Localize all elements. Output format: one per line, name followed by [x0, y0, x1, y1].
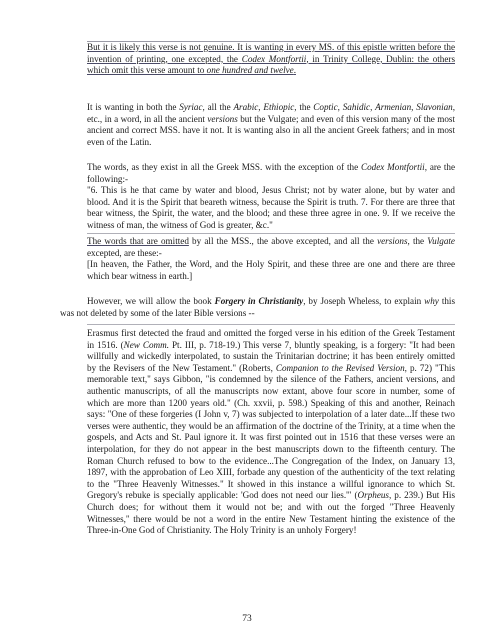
codex-title: Codex Montfortii [361, 162, 425, 172]
text-run: , [370, 102, 376, 112]
text-run: However, we will allow the book [87, 296, 215, 306]
emphasis-why: why [424, 296, 439, 306]
version-ethiopic: Ethiopic [263, 102, 295, 112]
text-run: It is wanting in both the [87, 102, 180, 112]
citation-orpheus: Orpheus [357, 490, 389, 501]
text-run: , etc., in a word, in all the ancient [87, 102, 456, 124]
paragraph-wheless-intro [60, 296, 455, 319]
text-run: But it is likely this verse is not genuine. It is wanting in every MS. of this epistle written before the invention of printing, one excepted, the [87, 42, 455, 64]
text-run: Pt. III, p. 718-19.) This verse 7, bluntly speaking, is a forgery: "It had been willfully and wickedly interpolated, to sustain the Trinitarian doctrine; it has been entirely omitted by the Revisers of the New Testament." (Roberts, [87, 339, 455, 373]
text-run: . [293, 65, 296, 76]
text-run: excepted, are these:- [87, 247, 162, 258]
text-run: Erasmus first detected the fraud and omitted the forged verse in his edition of the Greek Testament in 1516. ( [87, 328, 455, 350]
emphasis-versions: versions [207, 113, 238, 124]
citation-new-comm: New Comm. [123, 339, 169, 350]
text-run: , all the [202, 102, 234, 112]
separator-rule [87, 324, 455, 325]
text-run: The words, as they exist in all the Greek MSS. with the exception of the [87, 162, 362, 172]
version-sahidic: Sahidic [342, 102, 371, 112]
text-run: , are the following:- [87, 162, 455, 184]
text-run: this was not deleted by some of the later Bible versions -- [60, 296, 455, 318]
version-armenian: Armenian [375, 102, 412, 112]
emphasis-versions: versions [377, 236, 408, 246]
paragraph-erasmus-quote [87, 328, 455, 537]
text-run: , [337, 102, 343, 112]
emphasis-count: one hundred and twelve [206, 65, 294, 76]
underlined-passage [87, 42, 455, 75]
paragraph-ancient-versions [87, 102, 455, 148]
version-arabic: Arabic [233, 102, 259, 112]
paragraph-omitted-words [87, 236, 455, 282]
text-run: , by Joseph Wheless, to explain [303, 296, 425, 306]
scripture-quote: "6. This is he that came by water and blood, Jesus Christ; not by water alone, but by water and blood. And it is the Spirit that beareth witness, because the Spirit is truth. 7. For there are three that bear witness, the Spirit, the water, and the blood; and these three agree in one. 9. If we receive the witness of man, the witness of God is greater, &c." [87, 185, 455, 230]
text-run: , p. 72) "This memorable text," says Gibbon, "is condemned by the silence of the Fathers, ancient versions, and authentic manuscripts, of all the manuscripts now extant, above four score in number, some of which are more than 1200 years old." (Ch. xxvii, p. 598.) Speaking of this and another, Reinach says: "One of these forgeries (I John v, 7) was subjected to interpolation of a later date...If these two verses were authentic, they would be an affirmation of the doctrine of the Trinity, at a time when the gospels, and Acts and St. Paul ignore it. It was first pointed out in 1516 that these verses were an interpolation, for they do not appear in the best manuscripts down to the fifteenth century. The Roman Church refused to bow to the evidence...The Congregation of the Index, on January 13, 1897, with the approbation of Leo XIII, forbade any question of the authenticity of the text relating to the "Three Heavenly Witnesses." It showed in this instance a willful ignorance to which St. Gregory's rebuke is specially applicable: 'God does not need our lies.'" ( [87, 362, 455, 501]
underlined-phrase: The words that are omitted [87, 236, 189, 246]
separator-rule [87, 233, 455, 234]
page-number: 73 [242, 614, 252, 624]
omitted-verse-text: [In heaven, the Father, the Word, and the Holy Spirit, and these three are one and there are three which bear witness in earth.] [87, 259, 455, 281]
text-run: but the Vulgate; and even of this version many of the most ancient and correct MSS. have it not. It is wanting also in all the ancient Greek fathers; and in most even of the Latin. [87, 113, 455, 147]
book-title: Forgery in Christianity [214, 296, 304, 306]
text-run: , the [294, 102, 314, 112]
version-syriac: Syriac [179, 102, 203, 112]
text-run: , [258, 102, 264, 112]
text-run: , in Trinity College, Dublin: the others which omit this verse amount to [87, 53, 455, 76]
text-run: , p. 239.) But His Church does; for without them it would not be; and with out the forged "Three Heavenly Witnesses," there would be not a word in the entire New Testament hinting the existence of the Three-in-One God of Christianity. The Holy Trinity is an unholy Forgery! [87, 490, 456, 536]
text-run: , [411, 102, 417, 112]
text-run: by all the MSS., the above excepted, and all the [188, 236, 378, 246]
paragraph-greek-mss [87, 162, 455, 232]
paragraph-codex-montfortii [87, 42, 455, 77]
version-slavonian: Slavonian [416, 102, 453, 112]
codex-title: Codex Montfortii [241, 53, 307, 64]
version-coptic: Coptic [313, 102, 338, 112]
emphasis-vulgate: Vulgate [427, 236, 455, 246]
citation-companion: Companion to the Revised Version [275, 362, 405, 373]
text-run: , the [407, 236, 428, 246]
